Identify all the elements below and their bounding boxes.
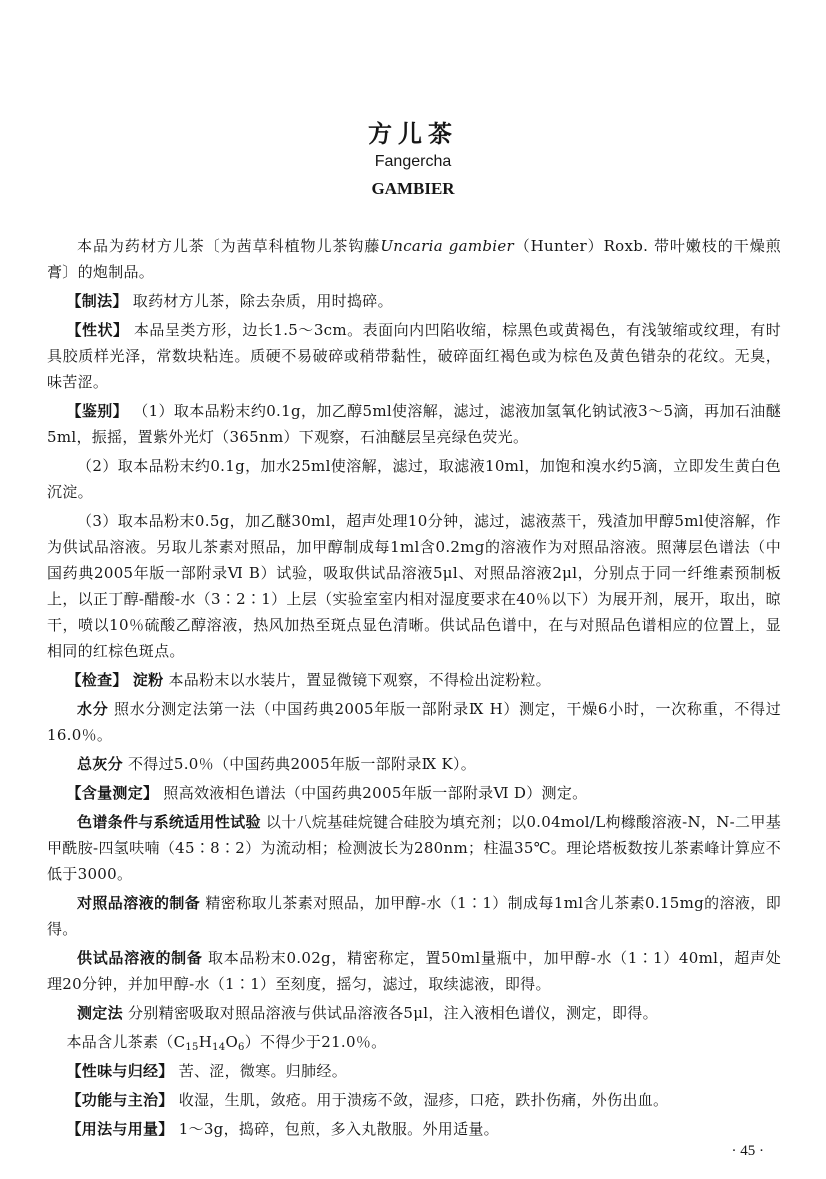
method-label: 【制法】 [66, 292, 128, 310]
test-label: 供试品溶液的制备 [77, 949, 203, 967]
monograph-body [47, 233, 781, 1145]
conditions-label: 色谱条件与系统适用性试验 [77, 813, 261, 831]
procedure-label: 测定法 [77, 1004, 123, 1022]
nature-section: 【性味与归经】 苦、涩，微寒。归肺经。 [66, 1062, 347, 1080]
inspection-section: 【检查】 淀粉 本品粉末以水装片，置显微镜下观察，不得检出淀粉粒。 [66, 671, 551, 689]
function-label: 【功能与主治】 [66, 1091, 174, 1109]
reference-label: 对照品溶液的制备 [77, 894, 201, 912]
reference-solution: 对照品溶液的制备 精密称取儿茶素对照品，加甲醇-水（1∶1）制成每1ml含儿茶素0.15mg的溶液，即得。 [47, 894, 782, 938]
pinyin-name: Fangercha [374, 153, 452, 170]
species-name: Uncaria gambier [380, 237, 515, 255]
page-number: · 45 · [731, 1143, 764, 1159]
identification-item-2: （2）取本品粉末约0.1g，加水25ml使溶解，滤过，取滤液10ml，加饱和溴水约5滴，立即发生黄白色沉淀。 [47, 457, 781, 501]
nature-label: 【性味与归经】 [66, 1062, 174, 1080]
latin-name: GAMBIER [371, 179, 455, 198]
test-solution: 供试品溶液的制备 取本品粉末0.02g，精密称定，置50ml量瓶中，加甲醇-水（1∶1）40ml，超声处理20分钟，并加甲醇-水（1∶1）至刻度，摇匀，滤过，取续滤液，即得。 [47, 949, 781, 993]
page-title: 方儿茶 [368, 120, 458, 148]
inspection-label: 【检查】 [66, 671, 128, 689]
content-requirement: 本品含儿茶素$(C_{15}H_{14}O_6)$不得少于21.0％。 [66, 1033, 387, 1053]
usage-section: 【用法与用量】 1～3g，捣碎，包煎，多入丸散服。外用适量。 [66, 1120, 499, 1138]
procedure: 测定法 分别精密吸取对照品溶液与供试品溶液各5μl，注入液相色谱仪，测定，即得。 [77, 1004, 658, 1022]
identification-section: 【鉴别】 （1）取本品粉末约0.1g，加乙醇5ml使溶解，滤过，滤液加氢氧化钠试液3～5滴，再加石油醚5ml，振摇，置紫外光灯（365nm）下观察，石油醚层呈亮绿色荧光。 [47, 402, 781, 446]
intro-paragraph: 本品为药材方儿茶〔为茜草科植物儿茶钩藤Uncaria gambier（Hunter）Roxb. 带叶嫩枝的干燥煎膏〕的炮制品。 [47, 237, 781, 281]
ash-subsection: 总灰分 不得过5.0％（中国药典2005年版一部附录Ⅸ K）。 [77, 755, 477, 773]
identification-label: 【鉴别】 [66, 402, 129, 420]
water-label: 水分 [77, 700, 109, 718]
usage-label: 【用法与用量】 [66, 1120, 174, 1138]
assay-section: 【含量测定】 照高效液相色谱法（中国药典2005年版一部附录Ⅵ D）测定。 [66, 784, 588, 802]
starch-label: 淀粉 [132, 671, 164, 689]
assay-label: 【含量测定】 [66, 784, 159, 802]
identification-item-3: （3）取本品粉末0.5g，加乙醚30ml，超声处理10分钟，滤过，滤液蒸干，残渣加甲醇5ml使溶解，作为供试品溶液。另取儿茶素对照品，加甲醇制成每1ml含0.2mg的溶液作为对照品溶液。照薄层色谱法（中国药典2005年版一部附录Ⅵ B）试验，吸取供试品溶液5μl、对照品溶液2μl，分别点于同一纤维素预制板上，以正丁醇-醋酸-水（3∶2∶1）上层（实验室室内相对湿度要求在40％以下）为展开剂，展开，取出，晾干，喷以10％硫酸乙醇溶液，热风加热至斑点显色清晰。供试品色谱中，在与对照品色谱相应的位置上，显相同的红棕色斑点。 [47, 512, 781, 660]
method-section: 【制法】 取药材方儿茶，除去杂质，用时捣碎。 [66, 292, 393, 310]
character-section: 【性状】 本品呈类方形，边长1.5～3cm。表面向内凹陷收缩，棕黑色或黄褐色，有浅皱缩或纹理，有时具胶质样光泽，常数块粘连。质硬不易破碎或稍带黏性，破碎面红褐色或为棕色及黄色错杂的花纹。无臭，味苦涩。 [47, 321, 782, 391]
function-section: 【功能与主治】 收湿，生肌，敛疮。用于溃疡不敛，湿疹，口疮，跌扑伤痛，外伤出血。 [66, 1091, 669, 1109]
water-subsection: 水分 照水分测定法第一法（中国药典2005年版一部附录Ⅸ H）测定，干燥6小时，一次称重，不得过16.0％。 [47, 700, 781, 744]
character-label: 【性状】 [66, 321, 129, 339]
ash-label: 总灰分 [77, 755, 123, 773]
chromatography-conditions: 色谱条件与系统适用性试验 以十八烷基硅烷键合硅胶为填充剂；以0.04mol/L枸橼酸溶液-N，N-二甲基甲酰胺-四氢呋喃（45∶8∶2）为流动相；检测波长为280nm；柱温35℃。理论塔板数按儿茶素峰计算应不低于3000。 [47, 813, 781, 883]
